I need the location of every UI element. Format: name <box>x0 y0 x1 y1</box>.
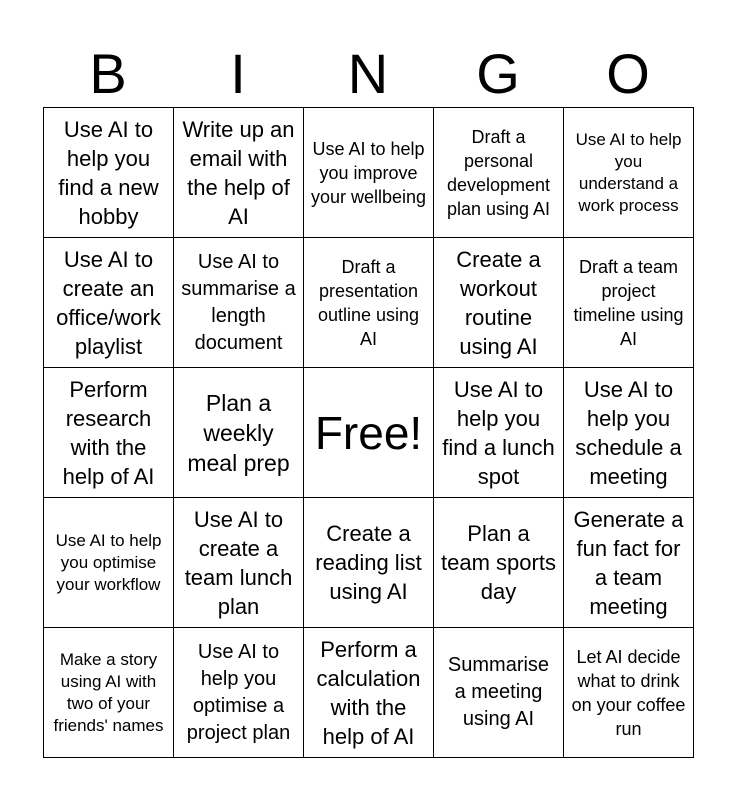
bingo-cell[interactable]: Generate a fun fact for a team meeting <box>563 497 694 628</box>
header-letter-i: I <box>230 42 246 105</box>
bingo-cell[interactable]: Create a workout routine using AI <box>433 237 564 368</box>
header-letter-g: G <box>476 42 520 105</box>
header-letter-b: B <box>89 42 127 105</box>
bingo-cell[interactable]: Use AI to help you find a lunch spot <box>433 367 564 498</box>
bingo-cell[interactable]: Use AI to help you find a new hobby <box>43 107 174 238</box>
bingo-cell[interactable]: Draft a team project timeline using AI <box>563 237 694 368</box>
bingo-cell[interactable]: Use AI to create an office/work playlist <box>43 237 174 368</box>
bingo-cell[interactable]: Draft a personal development plan using AI <box>433 107 564 238</box>
bingo-cell[interactable]: Plan a weekly meal prep <box>173 367 304 498</box>
bingo-header <box>43 44 693 104</box>
bingo-cell[interactable]: Perform research with the help of AI <box>43 367 174 498</box>
bingo-cell[interactable]: Draft a presentation outline using AI <box>303 237 434 368</box>
header-letter-o: O <box>606 42 650 105</box>
bingo-cell[interactable]: Use AI to help you optimise your workflow <box>43 497 174 628</box>
bingo-cell[interactable]: Summarise a meeting using AI <box>433 627 564 758</box>
free-space[interactable]: Free! <box>303 367 434 498</box>
header-letter-n: N <box>347 42 389 105</box>
bingo-cell[interactable]: Make a story using AI with two of your friends' names <box>43 627 174 758</box>
bingo-cell[interactable]: Use AI to create a team lunch plan <box>173 497 304 628</box>
bingo-cell[interactable]: Use AI to help you improve your wellbeing <box>303 107 434 238</box>
bingo-cell[interactable]: Write up an email with the help of AI <box>173 107 304 238</box>
bingo-cell[interactable]: Use AI to help you optimise a project plan <box>173 627 304 758</box>
bingo-cell[interactable]: Use AI to summarise a length document <box>173 237 304 368</box>
bingo-board <box>43 107 693 757</box>
bingo-cell[interactable]: Use AI to help you schedule a meeting <box>563 367 694 498</box>
bingo-cell[interactable]: Plan a team sports day <box>433 497 564 628</box>
bingo-cell[interactable]: Create a reading list using AI <box>303 497 434 628</box>
bingo-cell[interactable]: Perform a calculation with the help of AI <box>303 627 434 758</box>
bingo-cell[interactable]: Use AI to help you understand a work process <box>563 107 694 238</box>
bingo-cell[interactable]: Let AI decide what to drink on your coffee run <box>563 627 694 758</box>
